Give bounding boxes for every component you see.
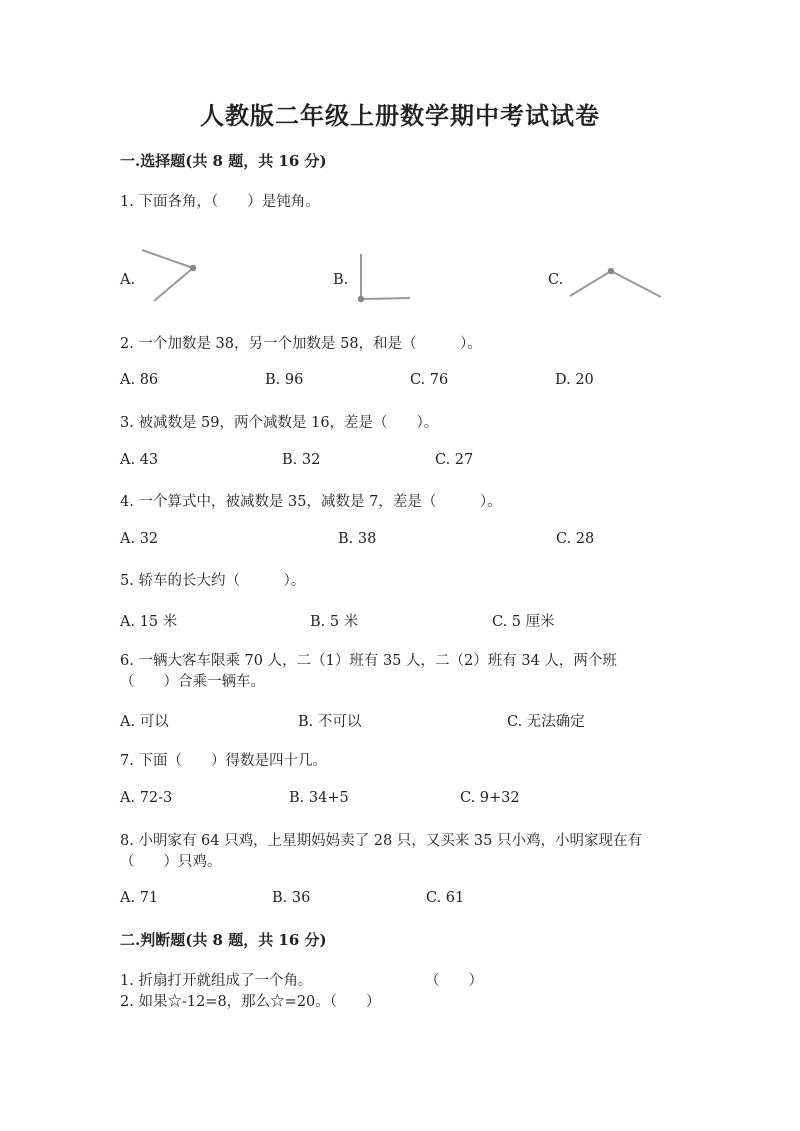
option-4c: C. 28	[556, 531, 595, 547]
option-3c: C. 27	[435, 452, 474, 468]
option-5c: C. 5 厘米	[492, 614, 555, 630]
question-4: 4. 一个算式中，被减数是 35，减数是 7，差是（ ）。	[120, 494, 502, 510]
option-1b: B.	[333, 272, 349, 288]
question-3: 3. 被减数是 59，两个减数是 16，差是（ ）。	[120, 415, 439, 431]
option-3b: B. 32	[282, 452, 321, 468]
option-5b: B. 5 米	[310, 614, 359, 630]
question-2: 2. 一个加数是 38，另一个加数是 58，和是（ ）。	[120, 336, 482, 352]
section-heading-choice: 一.选择题(共 8 题，共 16 分)	[120, 152, 327, 170]
option-2c: C. 76	[410, 372, 449, 388]
question-6-line-2: （ ）合乘一辆车。	[120, 674, 265, 690]
option-8a: A. 71	[120, 890, 159, 906]
section-heading-judgement: 二.判断题(共 8 题，共 16 分)	[120, 931, 327, 949]
option-4a: A. 32	[120, 531, 159, 547]
question-8-line-1: 8. 小明家有 64 只鸡，上星期妈妈卖了 28 只，又买来 35 只小鸡，小明家现在有	[120, 833, 642, 849]
option-1c: C.	[548, 272, 564, 288]
option-5a: A. 15 米	[120, 614, 178, 630]
angle-c-icon	[568, 264, 664, 304]
option-8b: B. 36	[272, 890, 311, 906]
option-1a: A.	[120, 272, 136, 288]
question-5: 5. 轿车的长大约（ ）。	[120, 573, 306, 589]
option-2a: A. 86	[120, 372, 159, 388]
option-8c: C. 61	[426, 890, 465, 906]
question-8-line-2: （ ）只鸡。	[120, 854, 222, 870]
question-6-line-1: 6. 一辆大客车限乘 70 人，二（1）班有 35 人，二（2）班有 34 人，两个班	[120, 653, 617, 669]
angle-b-icon	[355, 252, 415, 304]
option-6b: B. 不可以	[298, 714, 362, 730]
question-1: 1. 下面各角，（ ）是钝角。	[120, 194, 320, 210]
option-3a: A. 43	[120, 452, 159, 468]
option-4b: B. 38	[338, 531, 377, 547]
option-7b: B. 34+5	[289, 790, 349, 806]
option-6a: A. 可以	[120, 714, 169, 730]
option-2d: D. 20	[555, 372, 594, 388]
option-2b: B. 96	[265, 372, 304, 388]
judgement-1: 1. 折扇打开就组成了一个角。	[120, 973, 313, 989]
option-7a: A. 72-3	[120, 790, 173, 806]
page-title: 人教版二年级上册数学期中考试试卷	[200, 101, 600, 130]
option-6c: C. 无法确定	[507, 714, 585, 730]
angle-a-icon	[140, 246, 200, 304]
option-7c: C. 9+32	[460, 790, 520, 806]
question-7: 7. 下面（ ）得数是四十几。	[120, 753, 327, 769]
judgement-2: 2. 如果☆-12=8，那么☆=20。（ ）	[120, 994, 381, 1010]
judgement-1-answer-paren: （ ）	[425, 973, 483, 989]
